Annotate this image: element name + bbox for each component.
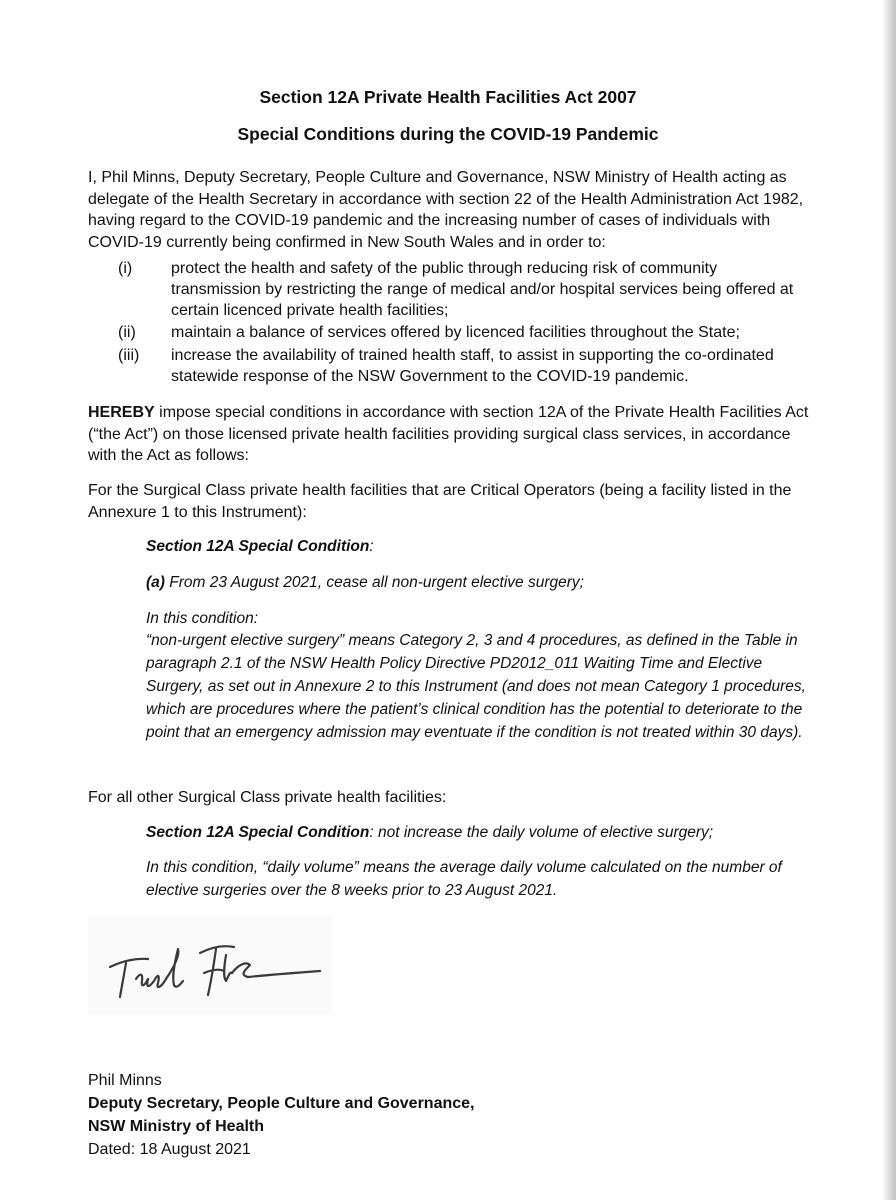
other-facilities-intro: For all other Surgical Class private health facilities: — [88, 789, 447, 806]
condition2-definition: In this condition, “daily volume” means the average daily volume calculated on the number of elective surgeries over the 8 weeks prior to 23 August 2021. — [146, 859, 782, 899]
list-item — [118, 322, 808, 343]
condition2-heading: Section 12A Special Condition: not increase the daily volume of elective surgery; — [146, 824, 714, 841]
document-subtitle: Special Conditions during the COVID-19 Pandemic — [237, 124, 659, 144]
list-item-text: increase the availability of trained health staff, to assist in supporting the co-ordinated statewide response of the NSW Government to the COVID-19 pandemic. — [171, 347, 774, 385]
hereby-paragraph — [88, 402, 813, 467]
condition1-definition-intro: In this condition: — [146, 610, 259, 627]
document-title: Section 12A Private Health Facilities Act 2007 — [259, 87, 637, 107]
intro-paragraph: I, Phil Minns, Deputy Secretary, People Culture and Governance, NSW Ministry of Health acting as delegate of the Health Secretary in accordance with section 22 of the Health Administration Act 1982, having regard to the COVID-19 pandemic and the increasing number of cases of individuals with COVID-19 currently being confirmed in New South Wales and in order to: — [88, 169, 804, 252]
list-item-number: (ii) — [118, 324, 136, 341]
signature-icon — [88, 915, 333, 1015]
list-item — [118, 258, 808, 321]
hereby-text: impose special conditions in accordance with section 12A of the Private Health Facilities Act (“the Act”) on those licensed private health facilities providing surgical class services, in accordance with the Act as follows: — [88, 404, 809, 465]
signatory-name: Phil Minns — [88, 1072, 162, 1089]
hereby-keyword: HEREBY — [88, 404, 155, 421]
signature-date: Dated: 18 August 2021 — [88, 1141, 251, 1158]
list-item-text: protect the health and safety of the public through reducing risk of community transmission by restricting the range of medical and/or hospital services being offered at certain licenced private health facilities; — [171, 260, 794, 319]
list-item-number: (iii) — [118, 347, 140, 364]
condition1-heading: Section 12A Special Condition: — [146, 538, 374, 555]
condition1-item-label: (a) — [146, 574, 165, 591]
list-item-number: (i) — [118, 260, 133, 277]
condition1-item-text: From 23 August 2021, cease all non-urgent elective surgery; — [164, 574, 584, 591]
signatory-organisation: NSW Ministry of Health — [88, 1118, 265, 1135]
handwritten-signature — [88, 915, 333, 1015]
critical-operators-intro: For the Surgical Class private health facilities that are Critical Operators (being a facility listed in the Annexure 1 to this Instrument): — [88, 482, 792, 521]
condition1-definition: “non-urgent elective surgery” means Category 2, 3 and 4 procedures, as defined in the Table in paragraph 2.1 of the NSW Health Policy Directive PD2012_011 Waiting Time and Elective Surgery, as set out in Annexure 2 to this Instrument (and does not mean Category 1 procedures, which are procedures where the patient’s clinical condition has the potential to deteriorate to the point that an emergency admission may eventuate if the condition is not treated within 30 days). — [146, 632, 806, 741]
signatory-title: Deputy Secretary, People Culture and Governance, — [88, 1095, 475, 1112]
condition1-item-a — [146, 571, 806, 594]
list-item — [118, 345, 808, 387]
list-item-text: maintain a balance of services offered by licenced facilities throughout the State; — [171, 324, 740, 341]
signature-block — [88, 1069, 475, 1161]
page-edge-shadow — [882, 0, 896, 1200]
